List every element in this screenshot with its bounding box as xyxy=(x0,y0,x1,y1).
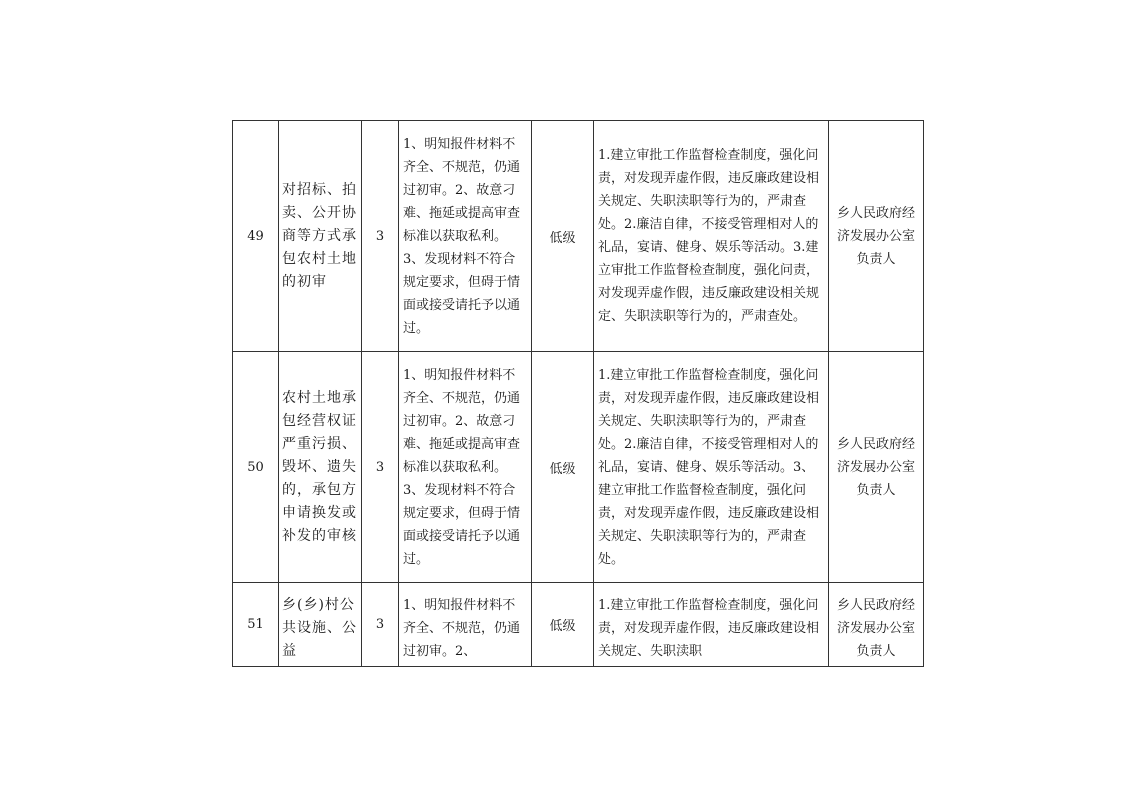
prevention-measures: 1.建立审批工作监督检查制度，强化问责，对发现弄虚作假，违反廉政建设相关规定、失职渎职等行为的，严肃查处。2.廉洁自律，不接受管理相对人的礼品，宴请、健身、娱乐等活动。3、建立审批工作监督检查制度，强化问责，对发现弄虚作假，违反廉政建设相关规定、失职渎职等行为的，严肃查处。 xyxy=(594,352,829,583)
responsible-party: 乡人民政府经济发展办公室负责人 xyxy=(829,121,924,352)
item-name: 乡(乡)村公共设施、公益 xyxy=(279,583,362,667)
row-number: 49 xyxy=(233,121,279,352)
item-name: 农村土地承包经营权证严重污损、毁坏、遗失的，承包方申请换发或补发的审核 xyxy=(279,352,362,583)
risk-grade: 低级 xyxy=(532,352,594,583)
risk-level-number: 3 xyxy=(362,121,399,352)
row-number: 50 xyxy=(233,352,279,583)
prevention-measures: 1.建立审批工作监督检查制度，强化问责，对发现弄虚作假，违反廉政建设相关规定、失职渎职等行为的，严肃查处。2.廉洁自律，不接受管理相对人的礼品，宴请、健身、娱乐等活动。3.建立审批工作监督检查制度，强化问责，对发现弄虚作假，违反廉政建设相关规定、失职渎职等行为的，严肃查处。 xyxy=(594,121,829,352)
item-name: 对招标、拍卖、公开协商等方式承包农村土地的初审 xyxy=(279,121,362,352)
prevention-measures: 1.建立审批工作监督检查制度，强化问责，对发现弄虚作假，违反廉政建设相关规定、失职渎职 xyxy=(594,583,829,667)
risk-grade: 低级 xyxy=(532,583,594,667)
responsible-party: 乡人民政府经济发展办公室负责人 xyxy=(829,352,924,583)
responsible-party: 乡人民政府经济发展办公室负责人 xyxy=(829,583,924,667)
risk-points: 1、明知报件材料不齐全、不规范，仍通过初审。2、故意刁难、拖延或提高审查标准以获取私利。3、发现材料不符合规定要求，但碍于情面或接受请托予以通过。 xyxy=(399,352,532,583)
risk-points: 1、明知报件材料不齐全、不规范，仍通过初审。2、故意刁难、拖延或提高审查标准以获取私利。3、发现材料不符合规定要求，但碍于情面或接受请托予以通过。 xyxy=(399,121,532,352)
table-row xyxy=(233,121,924,352)
risk-table xyxy=(232,120,924,667)
table-row xyxy=(233,583,924,667)
risk-level-number: 3 xyxy=(362,583,399,667)
risk-grade: 低级 xyxy=(532,121,594,352)
table-row xyxy=(233,352,924,583)
risk-points: 1、明知报件材料不齐全、不规范，仍通过初审。2、 xyxy=(399,583,532,667)
row-number: 51 xyxy=(233,583,279,667)
risk-level-number: 3 xyxy=(362,352,399,583)
